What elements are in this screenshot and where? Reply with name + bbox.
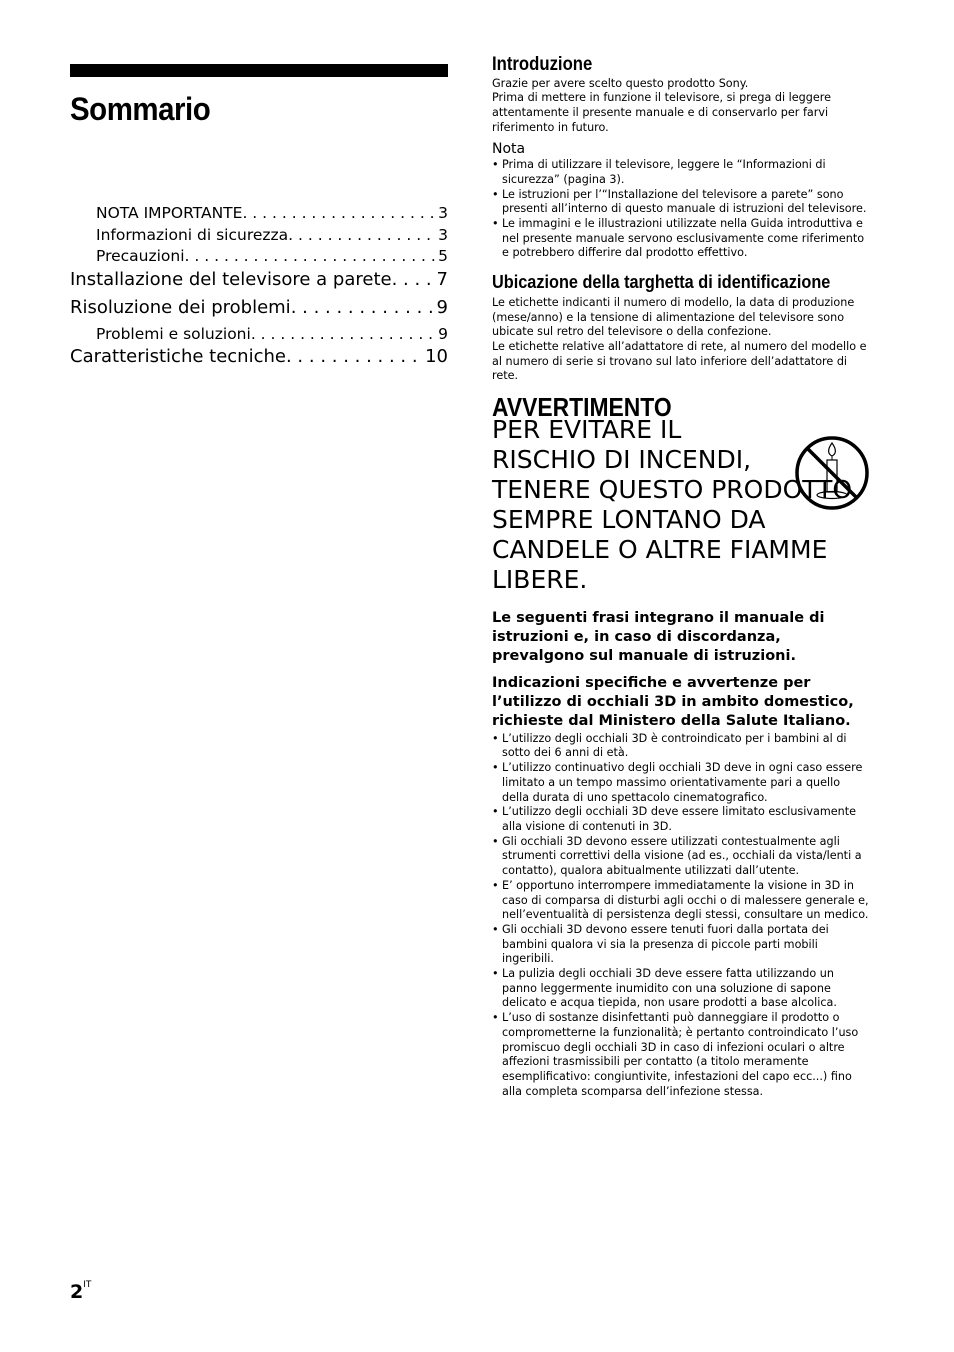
toc-entry[interactable] (70, 346, 448, 374)
table-of-contents (70, 204, 448, 374)
content-column (492, 54, 870, 1099)
list-item: • L’utilizzo continuativo degli occhiali 3D deve in ogni caso essere limitato a un tempo massimo orientativamente pari a quello della durata di uno spettacolo cinematografico. (492, 761, 870, 805)
warning-line: SEMPRE LONTANO DA (492, 504, 766, 534)
toc-entry-label: Risoluzione dei problemi (70, 296, 291, 318)
toc-entry-page: 5 (438, 247, 448, 265)
warning-line: PER EVITARE IL (492, 414, 682, 444)
list-item: • Gli occhiali 3D devono essere tenuti fuori dalla portata dei bambini qualora vi sia la presenza di piccole parti mobili ingeribili. (492, 923, 870, 967)
toc-leader (392, 269, 435, 290)
warning-line: TENERE QUESTO PRODOTTO (492, 474, 853, 504)
intro-heading: Introduzione (492, 54, 593, 75)
page-language: IT (83, 1279, 92, 1290)
no-open-flame-icon (794, 435, 870, 511)
3d-glasses-heading: Indicazioni specifiche e avvertenze per l’utilizzo di occhiali 3D in ambito domestico, richieste dal Ministero della Salute Italiano. (492, 674, 854, 729)
intro-text: Prima di mettere in funzione il televisore, si prega di leggere attentamente il presente manuale e di conservarlo per farvi riferimento in futuro. (492, 91, 831, 134)
intro-text: Grazie per avere scelto questo prodotto Sony. (492, 76, 749, 90)
toc-leader (251, 325, 436, 343)
list-item: • L’utilizzo degli occhiali 3D deve essere limitato esclusivamente alla visione di contenuti in 3D. (492, 805, 870, 834)
list-item: • Gli occhiali 3D devono essere utilizzati contestualmente agli strumenti correttivi della visione (ad es., occhiali da vista/lenti a contatto), qualora abitualmente utilizzati dall’utente. (492, 835, 870, 879)
toc-entry[interactable] (70, 247, 448, 269)
title-rule (70, 64, 448, 77)
targhetta-text: Le etichette indicanti il numero di modello, la data di produzione (mese/anno) e la tensione di alimentazione del televisore sono ubicate sul retro del televisore o della confezione. (492, 295, 855, 339)
warning-line: LIBERE. (492, 564, 588, 594)
toc-leader (185, 247, 437, 265)
toc-entry-page: 3 (438, 225, 448, 244)
toc-entry-label: Precauzioni (96, 247, 185, 265)
page-title: Sommario (70, 91, 211, 127)
toc-entry[interactable] (70, 226, 448, 248)
toc-leader (242, 204, 436, 222)
toc-entry-page: 10 (425, 346, 448, 367)
supplement-note: Le seguenti frasi integrano il manuale di istruzioni e, in caso di discordanza, prevalgono sul manuale di istruzioni. (492, 609, 825, 664)
list-item: • Le istruzioni per l’“Installazione del televisore a parete” sono presenti all’interno di questo manuale di istruzioni del televisore. (492, 188, 870, 217)
toc-entry-page: 7 (436, 268, 448, 290)
targhetta-text: Le etichette relative all’adattatore di rete, al numero del modello e al numero di serie si trovano sul lato inferiore dell’adattatore di rete. (492, 339, 867, 383)
toc-entry[interactable] (70, 325, 448, 347)
warning-line: RISCHIO DI INCENDI, (492, 444, 752, 474)
toc-entry[interactable] (70, 297, 448, 325)
toc-entry-page: 9 (436, 296, 448, 318)
list-item: • E’ opportuno interrompere immediatamente la visione in 3D in caso di comparsa di disturbi agli occhi o di malessere generale e, nell’eventualità di persistenza degli stessi, consultare un medico. (492, 879, 870, 923)
nota-list (492, 158, 870, 261)
list-item: • L’uso di sostanze disinfettanti può danneggiare il prodotto o comprometterne la funzionalità; è pertanto controindicato l’uso promiscuo degli occhiali 3D in caso di infezioni oculari o altre affezioni trasmissibili per contatto (a titolo meramente esemplificativo: congiuntivite, infestazioni del capo ecc...) fino alla completa scomparsa dell’infezione stessa. (492, 1011, 870, 1099)
list-item: • La pulizia degli occhiali 3D deve essere fatta utilizzando un panno leggermente inumidito con una soluzione di sapone delicato e acqua tiepida, non usare prodotti a base alcolica. (492, 967, 870, 1011)
list-item: • Prima di utilizzare il televisore, leggere le “Informazioni di sicurezza” (pagina 3). (492, 158, 870, 187)
page-number-value: 2 (70, 1281, 84, 1303)
nota-heading: Nota (492, 140, 526, 157)
list-item: • Le immagini e le illustrazioni utilizzate nella Guida introduttiva e nel presente manuale servono esclusivamente come riferimento e potrebbero differire dal prodotto effettivo. (492, 217, 870, 261)
targhetta-heading: Ubicazione della targhetta di identificazione (492, 271, 831, 293)
page-number (70, 1281, 91, 1303)
toc-entry-label: Problemi e soluzioni (96, 324, 251, 343)
toc-leader (286, 346, 423, 367)
toc-leader (288, 226, 436, 244)
toc-entry-label: Installazione del televisore a parete (70, 268, 392, 290)
toc-entry[interactable] (70, 269, 448, 297)
3d-glasses-list (492, 732, 870, 1100)
toc-entry-label: Informazioni di sicurezza (96, 225, 289, 244)
toc-entry-page: 3 (438, 204, 448, 222)
toc-entry-label: NOTA IMPORTANTE (96, 204, 243, 222)
toc-header (70, 64, 448, 128)
warning-line: CANDELE O ALTRE FIAMME (492, 534, 828, 564)
list-item: • L’utilizzo degli occhiali 3D è controindicato per i bambini al di sotto dei 6 anni di età. (492, 732, 870, 761)
warning-heading: AVVERTIMENTO (492, 392, 672, 423)
toc-entry[interactable] (70, 204, 448, 226)
toc-leader (291, 297, 435, 318)
toc-entry-page: 9 (438, 324, 448, 343)
toc-entry-label: Caratteristiche tecniche (70, 346, 286, 367)
